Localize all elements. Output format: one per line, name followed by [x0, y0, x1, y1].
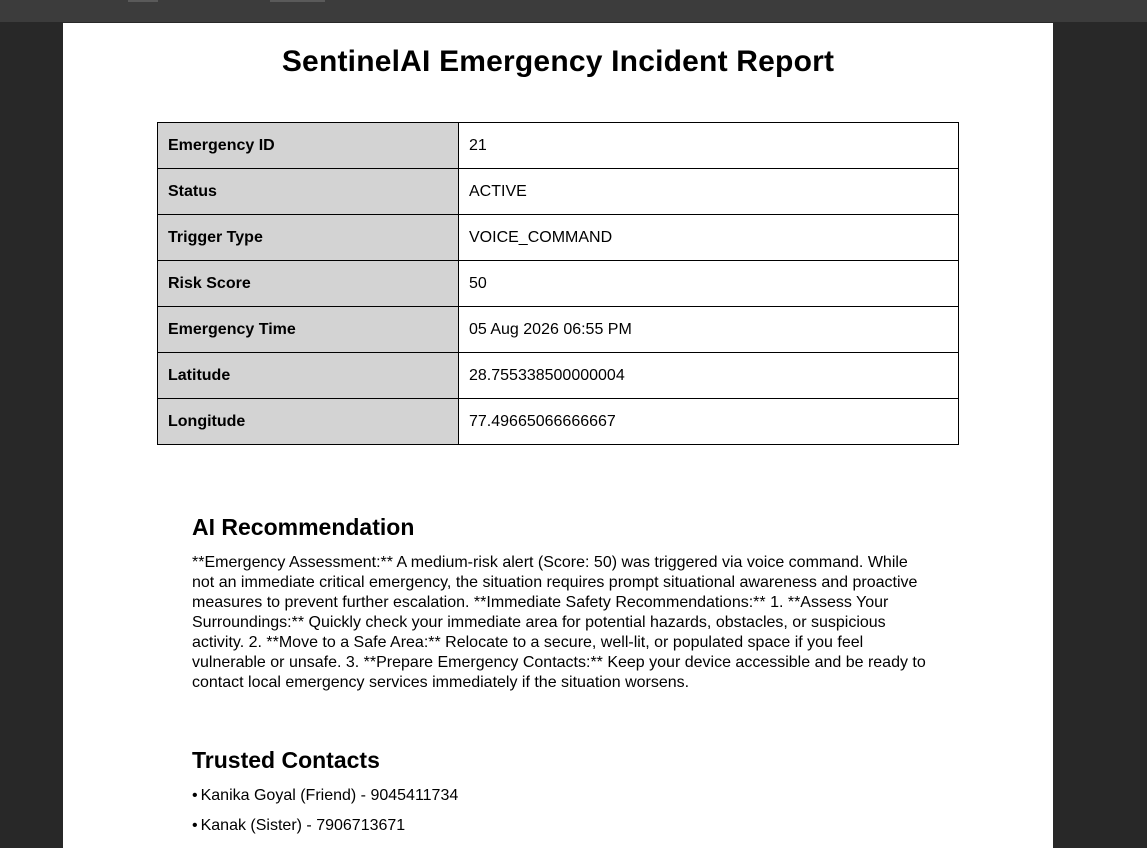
ai-recommendation-text: **Emergency Assessment:** A medium-risk alert (Score: 50) was triggered via voice command. While not an immediate critical emergency, the situation requires prompt situational awareness and proactive measures to prevent further escalation. **Immediate Safety Recommendations:** 1. **Assess Your Surroundings:** Quickly check your immediate area for potential hazards, obstacles, or suspicious activity. 2. **Move to a Safe Area:** Relocate to a secure, well-lit, or populated space if you feel vulnerable or unsafe. 3. **Prepare Emergency Contacts:** Keep your device accessible and be ready to contact local emergency services immediately if the situation worsens.: [192, 554, 926, 691]
table-row: [158, 261, 959, 307]
pdf-page: [63, 23, 1053, 848]
status-label: Status: [158, 169, 459, 215]
emergency-time-value: 05 Aug 2026 06:55 PM: [459, 307, 959, 353]
risk-score-label: Risk Score: [158, 261, 459, 307]
table-row: [158, 307, 959, 353]
toolbar-control[interactable]: [128, 0, 158, 2]
latitude-value: 28.755338500000004: [459, 353, 959, 399]
latitude-label: Latitude: [158, 353, 459, 399]
viewer-toolbar: [0, 0, 1147, 22]
contact-text: Kanika Goyal (Friend) - 9045411734: [200, 787, 459, 804]
table-row: [158, 123, 959, 169]
bullet-icon: •: [192, 787, 198, 804]
trigger-type-value: VOICE_COMMAND: [459, 215, 959, 261]
risk-score-value: 50: [459, 261, 959, 307]
longitude-value: 77.49665066666667: [459, 399, 959, 445]
incident-details-table: [157, 122, 959, 445]
list-item: [192, 816, 458, 846]
table-row: [158, 169, 959, 215]
table-row: [158, 215, 959, 261]
emergency-id-label: Emergency ID: [158, 123, 459, 169]
toolbar-control[interactable]: [270, 0, 325, 2]
list-item: [192, 786, 458, 816]
longitude-label: Longitude: [158, 399, 459, 445]
table-row: [158, 399, 959, 445]
report-title: SentinelAI Emergency Incident Report: [281, 45, 835, 78]
trigger-type-label: Trigger Type: [158, 215, 459, 261]
ai-recommendation-heading: AI Recommendation: [192, 514, 415, 540]
bullet-icon: •: [192, 817, 198, 834]
trusted-contacts-heading: Trusted Contacts: [192, 747, 380, 773]
trusted-contacts-list: [192, 786, 458, 846]
emergency-time-label: Emergency Time: [158, 307, 459, 353]
table-row: [158, 353, 959, 399]
status-value: ACTIVE: [459, 169, 959, 215]
emergency-id-value: 21: [459, 123, 959, 169]
contact-text: Kanak (Sister) - 7906713671: [200, 817, 406, 834]
